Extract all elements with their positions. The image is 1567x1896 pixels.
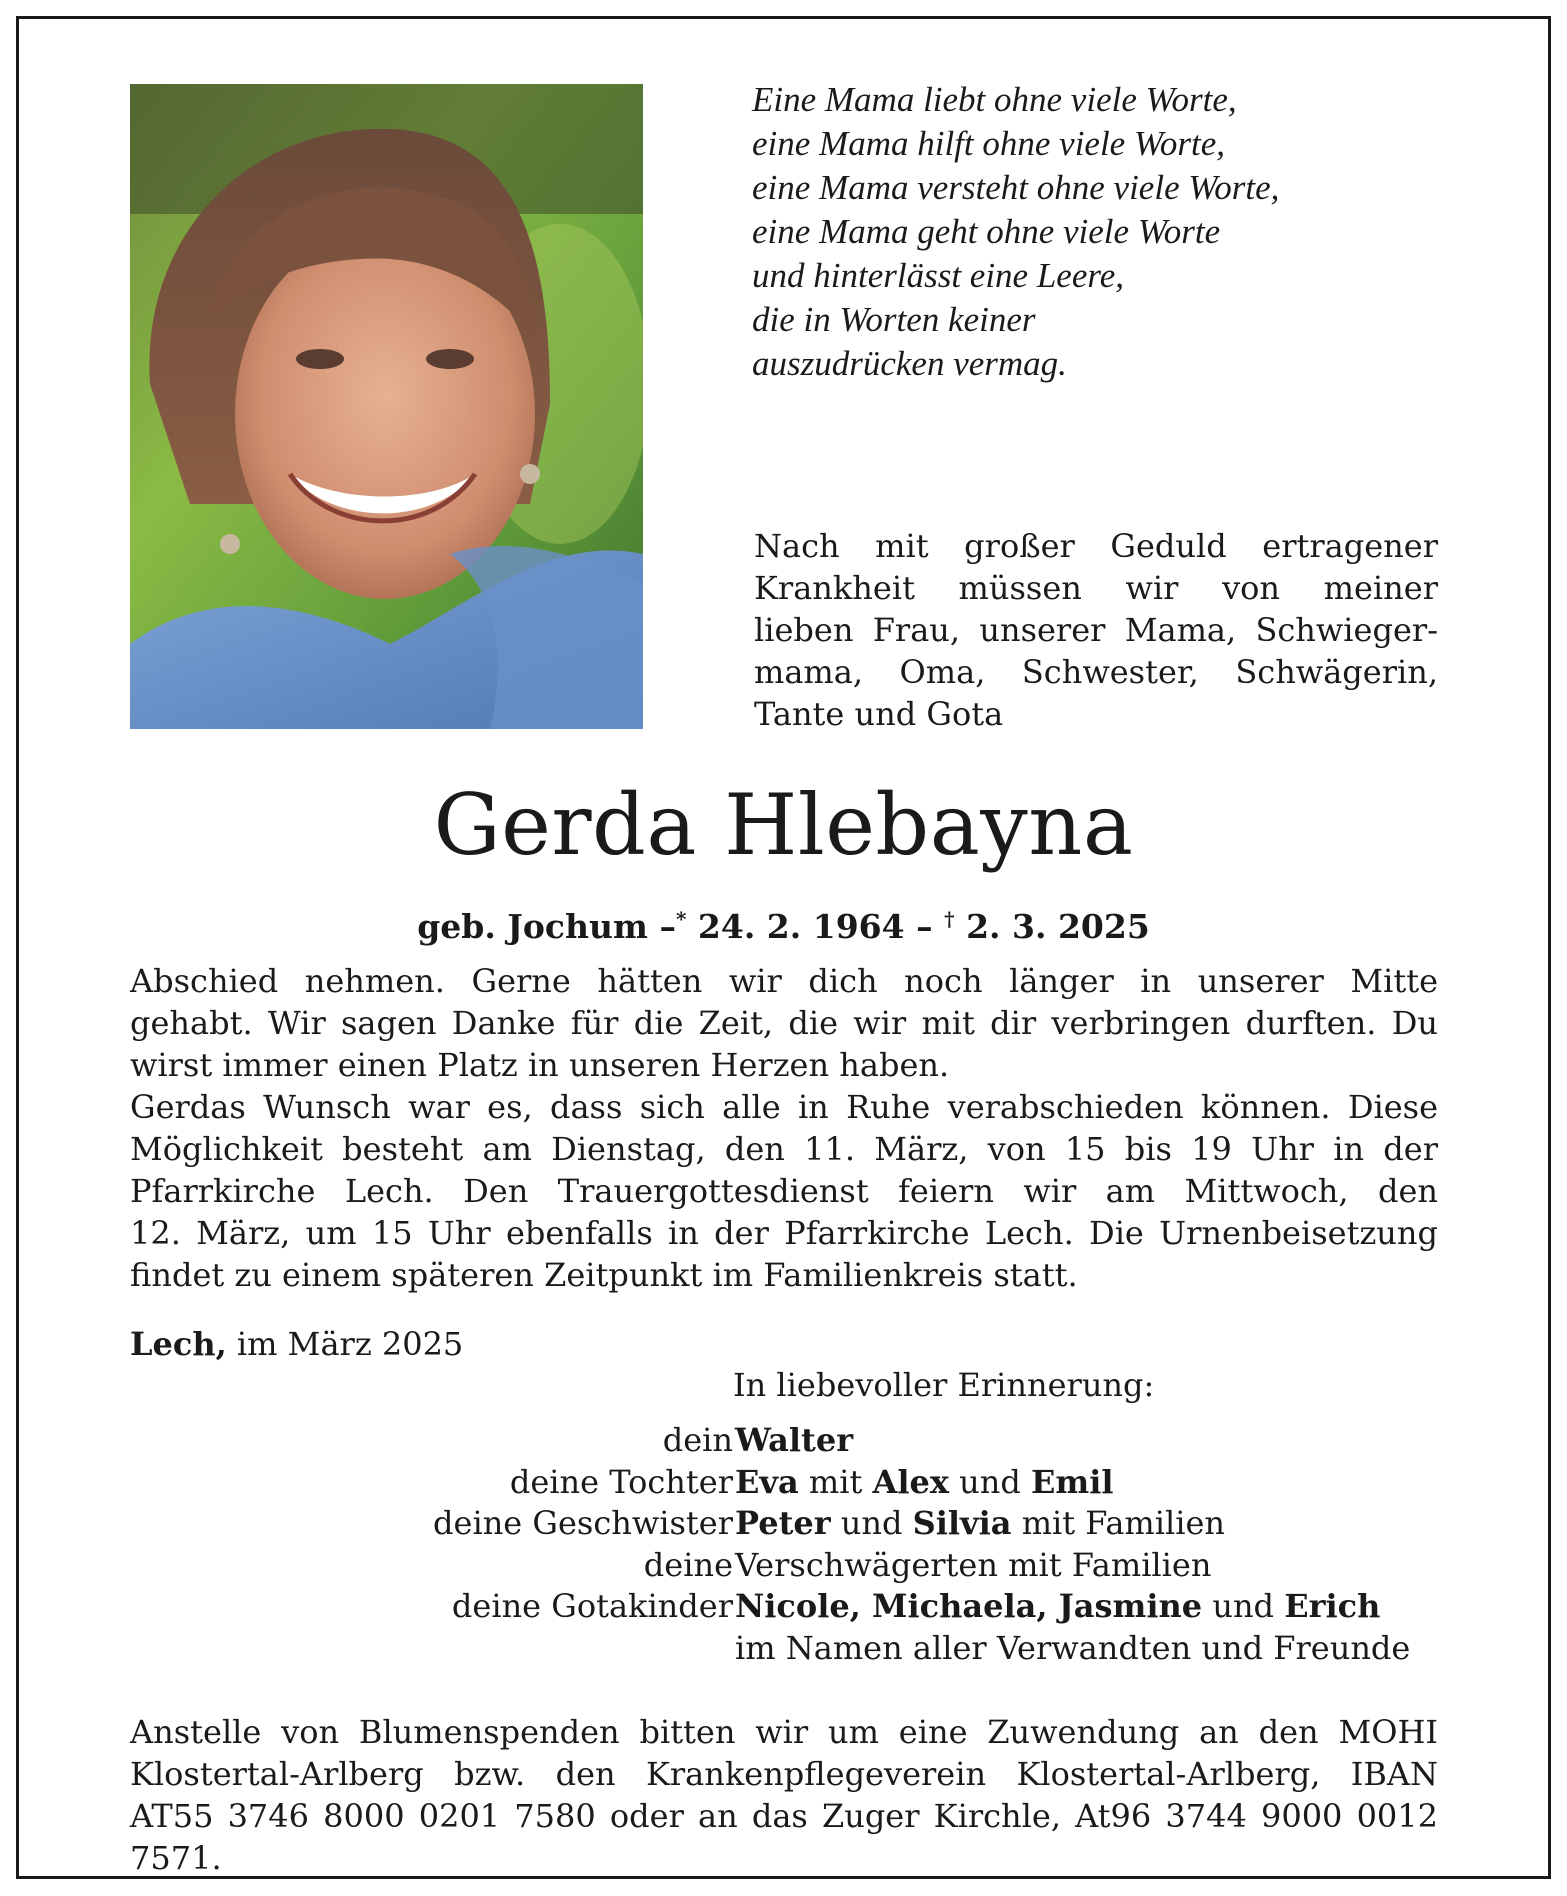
memory-line: In liebevoller Erinnerung:	[733, 1366, 1155, 1404]
signer-closing: im Namen aller Verwandten und Freunde	[735, 1628, 1411, 1667]
poem-line: und hinterlässt eine Leere,	[752, 256, 1124, 295]
signer-relation: deine Tochter	[509, 1462, 733, 1501]
intro-line: Nach mit großer Geduld ertragener	[754, 527, 1438, 565]
signer-relation: deine Gotakinder	[451, 1587, 733, 1625]
signer-name: Emil	[1030, 1462, 1114, 1501]
signer-name: Nicole, Michaela, Jasmine	[735, 1587, 1203, 1625]
body-line: Abschied nehmen. Gerne hätten wir dich noch länger in unserer Mitte	[130, 962, 1438, 1000]
death-date: 2. 3. 2025	[966, 907, 1150, 946]
signer-name: Silvia	[912, 1504, 1012, 1542]
body-line: gehabt. Wir sagen Danke für die Zeit, die wir mit dir verbringen durften. Du	[130, 1004, 1438, 1042]
signer-name: Alex	[872, 1462, 949, 1501]
birth-name: geb. Jochum	[417, 907, 648, 946]
donation-line: AT55 3746 8000 0201 7580 oder an das Zuger Kirchle, At96 3744 9000 0012 7571.	[130, 1797, 1438, 1877]
death-symbol: †	[944, 907, 955, 931]
signer-row: deine Tochter Eva mit Alex und Emil	[130, 1462, 1438, 1504]
announcement-text	[130, 960, 1438, 1296]
body-line: 12. März, um 15 Uhr ebenfalls in der Pfarrkirche Lech. Die Urnenbeisetzung	[130, 1214, 1438, 1252]
donation-line: Anstelle von Blumenspenden bitten wir um eine Zuwendung an den MOHI	[130, 1713, 1438, 1751]
poem-line: eine Mama geht ohne viele Worte	[752, 212, 1221, 251]
signer-row	[130, 1628, 1438, 1670]
deceased-name: Gerda Hlebayna	[433, 776, 1134, 874]
signer-row: deine Verschwägerten mit Familien	[130, 1545, 1438, 1587]
poem-line: Eine Mama liebt ohne viele Worte,	[752, 80, 1237, 119]
signer-row: deine Geschwister Peter und Silvia mit Familien	[130, 1503, 1438, 1545]
poem-line: eine Mama hilft ohne viele Worte,	[752, 124, 1226, 163]
birth-symbol: *	[675, 907, 687, 931]
signer-row	[130, 1420, 1438, 1462]
body-line: findet zu einem späteren Zeitpunkt im Familienkreis statt.	[130, 1256, 1078, 1294]
signer-relation: deine Geschwister	[433, 1504, 733, 1542]
intro-line: Tante und Gota	[754, 695, 1004, 733]
intro-line: lieben Frau, unserer Mama, Schwieger-	[754, 611, 1438, 649]
signer-name: Erich	[1284, 1587, 1381, 1625]
signer-relation: deine	[643, 1545, 733, 1584]
body-line: wirst immer einen Platz in unseren Herzen haben.	[130, 1046, 950, 1084]
signer-row: deine Gotakinder Nicole, Michaela, Jasmine und Erich	[130, 1586, 1438, 1628]
place-month: im März 2025	[236, 1325, 464, 1363]
signer-relation: dein	[662, 1421, 733, 1459]
donation-line: Klostertal-Arlberg bzw. den Krankenpflegeverein Klostertal-Arlberg, IBAN	[130, 1755, 1438, 1793]
place-town: Lech,	[130, 1325, 227, 1363]
signer-name: Peter	[735, 1504, 831, 1542]
poem-line: eine Mama versteht ohne viele Worte,	[752, 168, 1280, 207]
place-date	[130, 1323, 730, 1365]
signer-name: Eva	[735, 1462, 799, 1501]
intro-paragraph	[754, 525, 1438, 735]
birth-death-line	[0, 898, 1567, 948]
signer-name: Walter	[735, 1421, 854, 1459]
poem-line: auszudrücken vermag.	[752, 344, 1067, 383]
portrait-photo	[130, 84, 643, 729]
intro-line: mama, Oma, Schwester, Schwägerin,	[754, 653, 1438, 691]
intro-line: Krankheit müssen wir von meiner	[754, 569, 1438, 607]
body-line: Pfarrkirche Lech. Den Trauergottesdienst feiern wir am Mittwoch, den	[130, 1172, 1438, 1210]
poem-line: die in Worten keiner	[752, 300, 1036, 339]
separator: –	[659, 907, 676, 946]
portrait-illustration	[130, 84, 643, 729]
separator: –	[916, 907, 933, 946]
poem	[752, 78, 1452, 386]
signers-list	[130, 1420, 1438, 1669]
birth-date: 24. 2. 1964	[697, 907, 905, 946]
donation-note	[130, 1711, 1438, 1879]
body-line: Möglichkeit besteht am Dienstag, den 11. März, von 15 bis 19 Uhr in der	[130, 1130, 1438, 1168]
body-line: Gerdas Wunsch war es, dass sich alle in Ruhe verabschieden können. Diese	[130, 1088, 1438, 1126]
